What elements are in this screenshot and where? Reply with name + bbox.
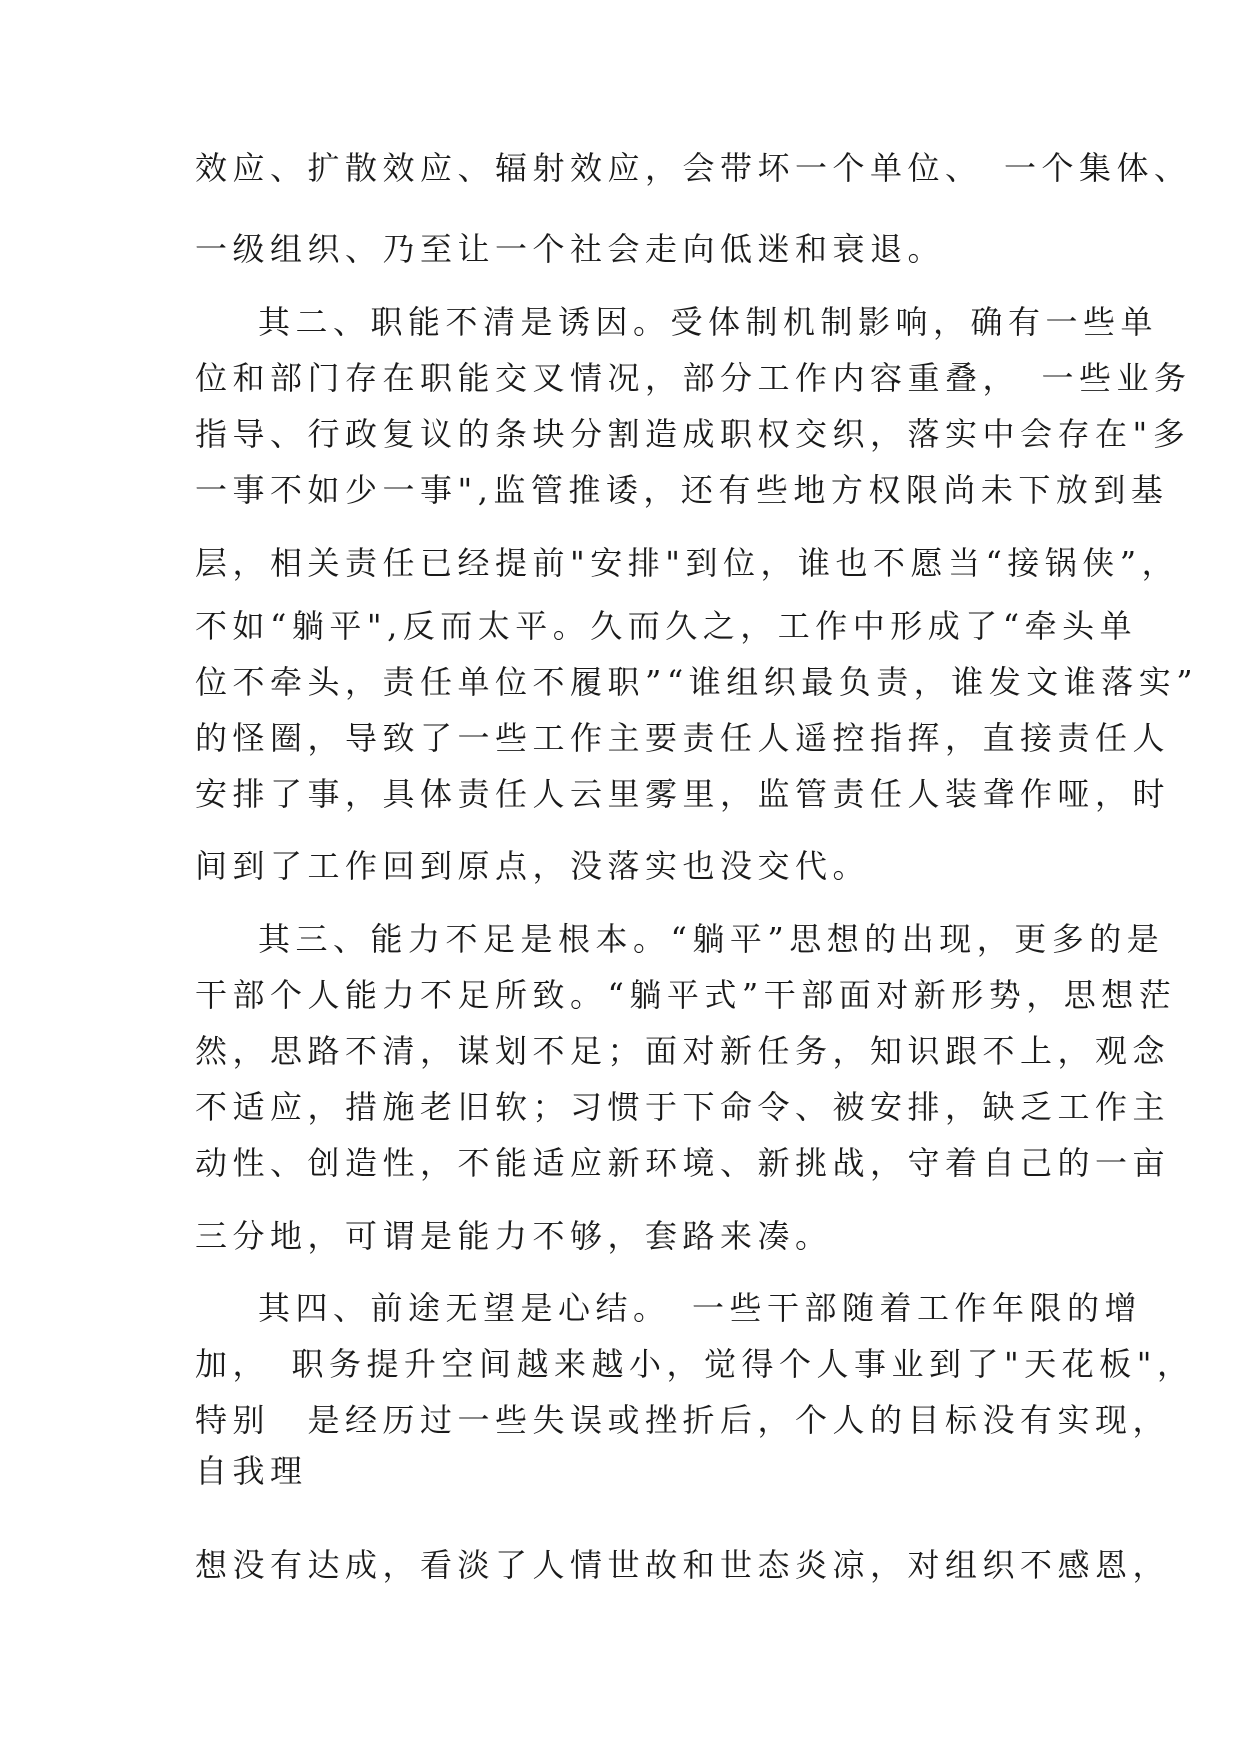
text-line-16: 不适应，措施老旧软；习惯于下命令、被安排，缺乏工作主 <box>195 1088 1171 1126</box>
text-line-2: 一级组织、乃至让一个社会走向低迷和衰退。 <box>195 230 946 268</box>
text-line-12: 间到了工作回到原点，没落实也没交代。 <box>195 847 871 885</box>
text-line-17: 动性、创造性，不能适应新环境、新挑战，守着自己的一亩 <box>195 1144 1171 1182</box>
text-line-23: 想没有达成，看淡了人情世故和世态炎凉，对组织不感恩， <box>195 1546 1171 1584</box>
text-line-22: 自我理 <box>195 1452 308 1490</box>
text-line-6: 一事不如少一事",监管推诿，还有些地方权限尚未下放到基 <box>195 471 1169 509</box>
text-line-10: 的怪圈，导致了一些工作主要责任人遥控指挥，直接责任人 <box>195 719 1171 757</box>
text-line-1: 效应、扩散效应、辐射效应，会带坏一个单位、 一个集体、 <box>195 149 1192 187</box>
text-line-20: 加， 职务提升空间越来越小，觉得个人事业到了"天花板"， <box>195 1345 1195 1383</box>
text-line-11: 安排了事，具体责任人云里雾里，监管责任人装聋作哑，时 <box>195 775 1171 813</box>
text-line-7: 层，相关责任已经提前"安排"到位，谁也不愿当“接锅侠”， <box>195 544 1180 582</box>
text-line-14: 干部个人能力不足所致。“躺平式”干部面对新形势，思想茫 <box>195 976 1177 1014</box>
text-line-15: 然，思路不清，谋划不足；面对新任务，知识跟不上，观念 <box>195 1032 1171 1070</box>
text-line-8: 不如“躺平",反而太平。久而久之，工作中形成了“牵头单 <box>195 607 1138 645</box>
text-line-4: 位和部门存在职能交叉情况，部分工作内容重叠， 一些业务 <box>195 359 1192 397</box>
text-line-21: 特别 是经历过一些失误或挫折后，个人的目标没有实现， <box>195 1401 1171 1439</box>
text-line-19: 其四、前途无望是心结。 一些干部随着工作年限的增 <box>258 1289 1143 1327</box>
text-line-5: 指导、行政复议的条块分割造成职权交织，落实中会存在"多 <box>195 415 1191 453</box>
text-line-9: 位不牵头，责任单位不履职”“谁组织最负责，谁发文谁落实” <box>195 663 1199 701</box>
text-line-3: 其二、职能不清是诱因。受体制机制影响，确有一些单 <box>258 303 1159 341</box>
text-line-13: 其三、能力不足是根本。“躺平”思想的出现，更多的是 <box>258 920 1165 958</box>
text-line-18: 三分地，可谓是能力不够，套路来凑。 <box>195 1217 833 1255</box>
